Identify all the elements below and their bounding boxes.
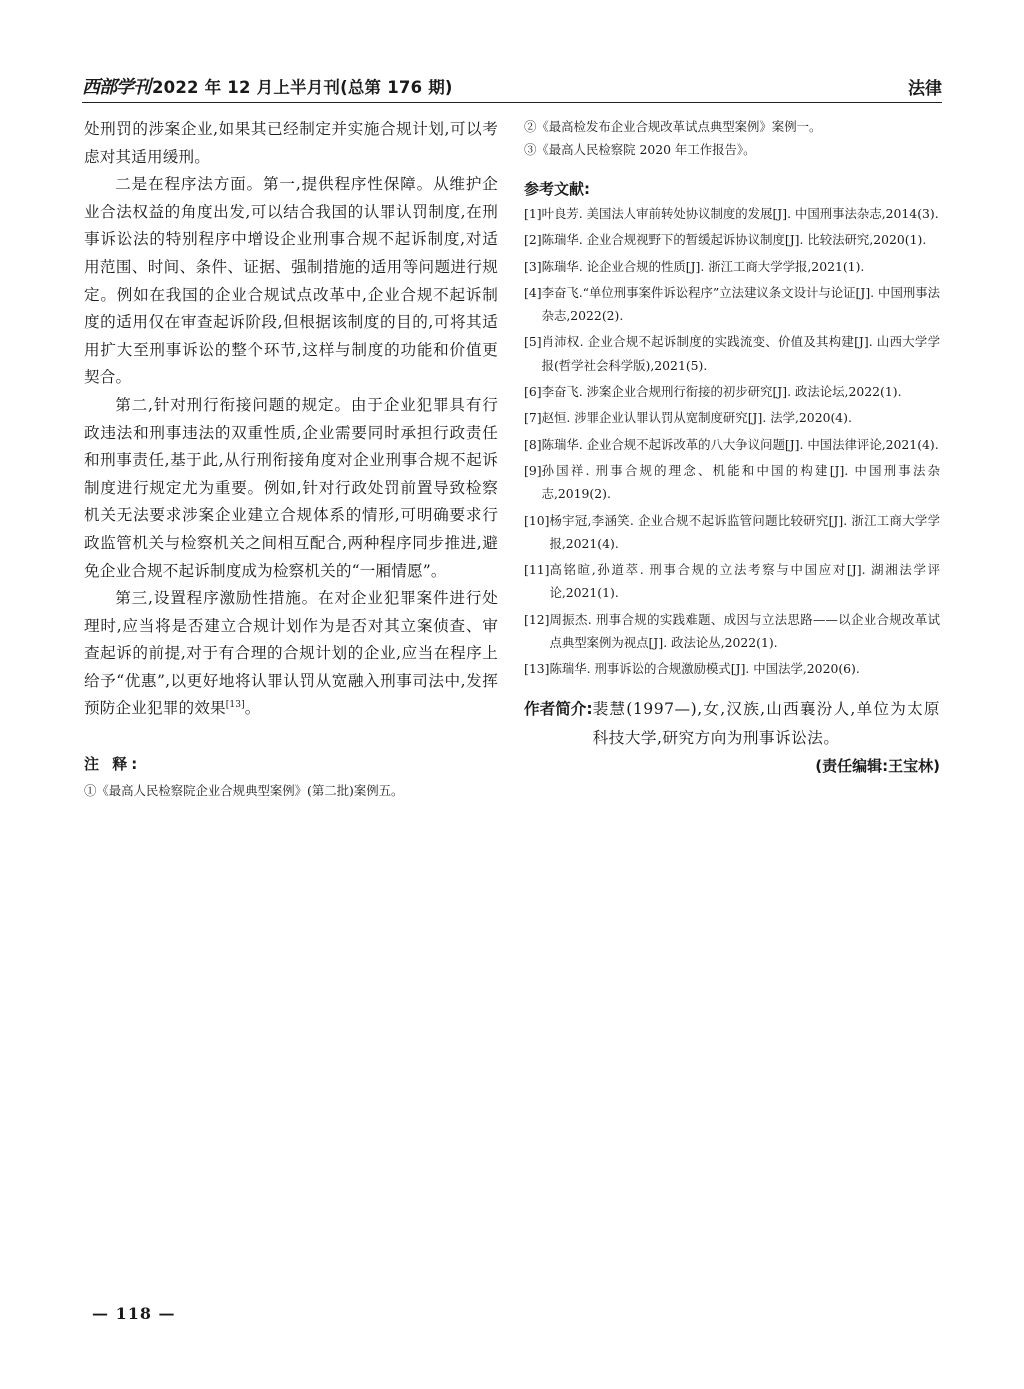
body-text: 第三,设置程序激励性措施。在对企业犯罪案件进行处理时,应当将是否建立合规计划作为是否对其立案侦查、审查起诉的前提,对于有合理的合规计划的企业,应当在程序上给予“优惠”,以更好地将认罪认罚从宽融入刑事司法中,发挥预防企业犯罪的效果 [84,589,498,718]
citation-superscript: [13] [225,700,245,711]
page-header [82,70,942,103]
reference-number: [2] [524,232,542,248]
body-tail: 。 [244,699,261,718]
reference-number: [13] [524,661,550,677]
body-paragraph: 第二,针对刑行衔接问题的规定。由于企业犯罪具有行政违法和刑事违法的双重性质,企业需要同时承担行政责任和刑事责任,基于此,从行刑衔接角度对企业刑事合规不起诉制度进行规定尤为重要。例如,针对行政处罚前置导致检察机关无法要求涉案企业建立合规体系的情形,可明确要求行政监管机关与检察机关之间相互配合,两种程序同步推进,避免企业合规不起诉制度成为检察机关的“一厢情愿”。 [84,395,498,580]
author-bio-label: 作者简介: [524,699,593,718]
reference-item [524,433,940,456]
note-item: ②《最高检发布企业合规改革试点典型案例》案例一。 [524,119,822,134]
page-number: — 118 — [92,1304,176,1323]
reference-text: 陈瑞华. 刑事诉讼的合规激励模式[J]. 中国法学,2020(6). [549,661,860,677]
author-bio-text: 裴慧(1997—),女,汉族,山西襄汾人,单位为太原科技大学,研究方向为刑事诉讼法。 [592,699,940,747]
reference-number: [8] [524,436,542,452]
body-paragraph: 处刑罚的涉案企业,如果其已经制定并实施合规计划,可以考虑对其适用缓刑。 [84,120,498,166]
reference-item [524,330,940,377]
reference-number: [10] [524,512,550,528]
reference-text: 高铭暄,孙道萃. 刑事合规的立法考察与中国应对[J]. 湖湘法学评论,2021(1). [549,562,940,601]
reference-item [524,509,940,556]
reference-text: 周振杰. 刑事合规的实践难题、成因与立法思路——以企业合规改革试点典型案例为视点[J]. 政法论丛,2022(1). [549,611,940,651]
note-item: ①《最高人民检察院企业合规典型案例》(第二批)案例五。 [84,783,404,799]
reference-text: 叶良芳. 美国法人审前转处协议制度的发展[J]. 中国刑事法杂志,2014(3). [541,206,939,221]
right-column [524,116,940,776]
author-bio [524,695,940,753]
note-item: ③《最高人民检察院 2020 年工作报告》。 [524,142,756,157]
reference-item [524,657,940,680]
reference-number: [11] [524,562,550,578]
reference-item [524,281,940,328]
reference-text: 陈瑞华. 论企业合规的性质[J]. 浙江工商大学学报,2021(1). [541,258,865,274]
reference-item [524,459,940,506]
reference-item [524,255,940,278]
reference-text: 李奋飞. 涉案企业合规刑行衔接的初步研究[J]. 政法论坛,2022(1). [541,384,902,400]
reference-number: [4] [524,284,542,300]
reference-number: [1] [524,206,542,221]
reference-item [524,380,940,403]
reference-item [524,228,940,251]
reference-text: 赵恒. 涉罪企业认罪认罚从宽制度研究[J]. 法学,2020(4). [541,410,852,426]
references-heading: 参考文献: [524,180,590,198]
reference-list [524,202,940,681]
left-column [84,116,498,801]
body-paragraph-last [84,585,498,723]
reference-text: 陈瑞华. 企业合规不起诉改革的八大争议问题[J]. 中国法律评论,2021(4). [541,436,939,452]
reference-number: [7] [524,410,542,426]
reference-item [524,558,940,605]
reference-item [524,202,940,225]
reference-text: 孙国祥. 刑事合规的理念、机能和中国的构建[J]. 中国刑事法杂志,2019(2). [541,462,940,502]
reference-number: [6] [524,384,542,400]
section-label: 法律 [908,78,942,99]
reference-text: 李奋飞.“单位刑事案件诉讼程序”立法建议条文设计与论证[J]. 中国刑事法杂志,2022(2). [541,284,941,324]
reference-number: [5] [524,334,542,350]
responsible-editor: (责任编辑:王宝林) [815,756,940,775]
issue-label: 2022 年 12 月上半月刊(总第 176 期) [152,78,453,97]
reference-item [524,406,940,429]
notes-heading: 注 释: [84,755,142,774]
body-paragraph: 二是在程序法方面。第一,提供程序性保障。从维护企业合法权益的角度出发,可以结合我国的认罪认罚制度,在刑事诉讼法的特别程序中增设企业刑事合规不起诉制度,对适用范围、时间、条件、证据、强制措施的适用等问题进行规定。例如在我国的企业合规试点改革中,企业合规不起诉制度的适用仅在审查起诉阶段,但根据该制度的目的,可将其适用扩大至刑事诉讼的整个环节,这样与制度的功能和价值更契合。 [84,175,498,387]
journal-logo: 西部学刊 [82,77,150,98]
journal-issue-line [82,73,453,99]
reference-item [524,608,940,655]
reference-text: 陈瑞华. 企业合规视野下的暂缓起诉协议制度[J]. 比较法研究,2020(1). [541,232,927,248]
reference-number: [12] [524,611,550,627]
reference-number: [3] [524,258,542,274]
reference-number: [9] [524,462,542,478]
reference-text: 杨宇冠,李涵笑. 企业合规不起诉监管问题比较研究[J]. 浙江工商大学学报,2021(4). [549,512,940,551]
reference-text: 肖沛权. 企业合规不起诉制度的实践流变、价值及其构建[J]. 山西大学学报(哲学社会科学版),2021(5). [541,334,940,373]
